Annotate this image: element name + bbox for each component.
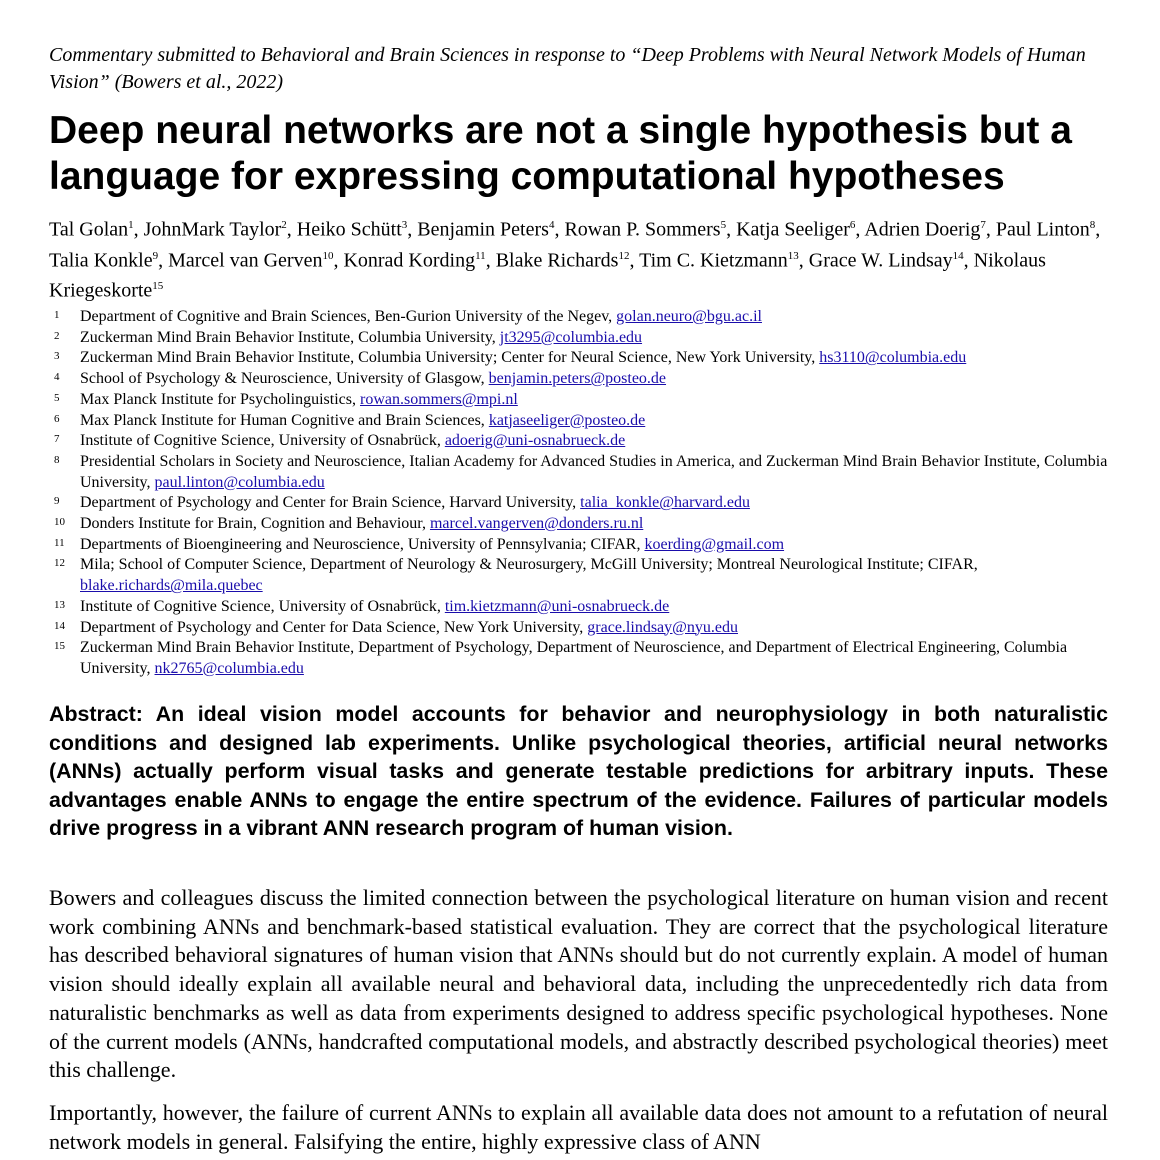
- body-paragraph-2: Importantly, however, the failure of current ANNs to explain all available data does not amount to a refutation of neural network models in general. Falsifying the entire, highly expressive class of ANN: [49, 1100, 1108, 1154]
- affiliation-item: [49, 390, 1119, 411]
- author-separator: ,: [1095, 218, 1101, 241]
- author-affiliation-mark: 7: [980, 219, 986, 231]
- submission-note: Commentary submitted to Behavioral and Brain Sciences in response to “Deep Problems with Neural Network Models of Human Vision” (Bowers et al., 2022): [49, 44, 1086, 93]
- author-affiliation-mark: 5: [720, 219, 727, 231]
- author-name: Paul Linton: [995, 218, 1090, 241]
- author-list: [49, 212, 1119, 304]
- affiliation-number: 13: [54, 598, 65, 611]
- author-separator: ,: [133, 218, 144, 241]
- author-affiliation-mark: 13: [787, 249, 799, 262]
- affiliation-number: 9: [54, 495, 60, 508]
- author-affiliation-mark: 6: [849, 219, 856, 231]
- affiliation-item: [49, 452, 1119, 493]
- affiliation-number: 4: [54, 371, 60, 384]
- author-separator: ,: [407, 218, 418, 241]
- email-link[interactable]: jt3295@columbia.edu: [499, 328, 643, 346]
- affiliation-text: Zuckerman Mind Brain Behavior Institute, Columbia University; Center for Neural Science, New York University,: [80, 349, 820, 367]
- author-name: Heiko Schütt: [296, 218, 402, 241]
- affiliation-text: Mila; School of Computer Science, Department of Neurology & Neurosurgery, McGill University; Montreal Neurological Institute; CIFAR,: [80, 556, 978, 574]
- email-link[interactable]: benjamin.peters@posteo.de: [488, 370, 667, 388]
- paper-title: Deep neural networks are not a single hypothesis but a language for expressing computational hypotheses: [49, 109, 1072, 198]
- affiliation-number: 3: [54, 350, 60, 363]
- affiliation-item: [49, 514, 1119, 535]
- author-affiliation-mark: 10: [322, 249, 334, 262]
- affiliation-item: [49, 411, 1119, 432]
- affiliation-text: Department of Cognitive and Brain Sciences, Ben-Gurion University of the Negev,: [80, 308, 617, 325]
- affiliation-text: Department of Psychology and Center for Data Science, New York University,: [80, 618, 588, 636]
- author-affiliation-mark: 3: [401, 219, 408, 231]
- author-name: Grace W. Lindsay: [808, 249, 953, 272]
- abstract: Abstract: An ideal vision model accounts for behavior and neurophysiology in both naturalistic conditions and designed lab experiments. Unlike psychological theories, artificial neural networks (ANNs) actually perform visual tasks and generate testable predictions for arbitrary inputs. These advantages enable ANNs to engage the entire spectrum of the evidence. Failures of particular models drive progress in a vibrant ANN research program of human vision.: [49, 702, 1108, 841]
- author-separator: ,: [158, 249, 169, 272]
- affiliation-number: 7: [54, 433, 60, 446]
- author-affiliation-mark: 9: [152, 249, 159, 262]
- author-name: Katja Seeliger: [736, 218, 850, 241]
- affiliation-text: Donders Institute for Brain, Cognition and Behaviour,: [80, 515, 430, 533]
- affiliation-text: Max Planck Institute for Human Cognitive and Brain Sciences,: [80, 411, 489, 429]
- email-link[interactable]: rowan.sommers@mpi.nl: [359, 390, 518, 408]
- author-affiliation-mark: 12: [618, 249, 630, 262]
- affiliation-number: 6: [54, 412, 60, 425]
- author-name: Tim C. Kietzmann: [639, 249, 788, 272]
- affiliation-item: [49, 535, 1119, 556]
- affiliation-number: 10: [54, 516, 65, 529]
- email-link[interactable]: marcel.vangerven@donders.ru.nl: [429, 515, 644, 533]
- affiliation-number: 12: [54, 557, 65, 570]
- author-name: Rowan P. Sommers: [564, 218, 721, 241]
- author-name: Marcel van Gerven: [168, 249, 323, 272]
- affiliation-number: 11: [54, 536, 65, 549]
- affiliation-text: Department of Psychology and Center for Brain Science, Harvard University,: [80, 494, 581, 512]
- author-affiliation-mark: 11: [475, 249, 486, 262]
- author-affiliation-mark: 15: [152, 280, 164, 293]
- author-affiliation-mark: 1: [128, 219, 134, 231]
- author-name: JohnMark Taylor: [143, 218, 282, 241]
- author-name: Benjamin Peters: [417, 218, 549, 241]
- email-link[interactable]: grace.lindsay@nyu.edu: [587, 618, 738, 636]
- affiliation-number: 5: [54, 391, 60, 404]
- author-affiliation-mark: 8: [1089, 219, 1096, 231]
- author-affiliation-mark: 14: [952, 249, 964, 262]
- affiliation-text: School of Psychology & Neuroscience, University of Glasgow,: [80, 370, 489, 388]
- email-link[interactable]: koerding@gmail.com: [644, 535, 785, 553]
- affiliation-text: Zuckerman Mind Brain Behavior Institute, Department of Psychology, Department of Neuroscience, and Department of Electrical Engineering, Columbia University,: [80, 639, 1068, 677]
- email-link[interactable]: katjaseeliger@posteo.de: [488, 411, 646, 429]
- affiliation-number: 14: [54, 619, 65, 632]
- affiliation-text: Presidential Scholars in Society and Neuroscience, Italian Academy for Advanced Studies in America, and Zuckerman Mind Brain Behavior Institute, Columbia University,: [80, 452, 1108, 491]
- affiliation-number: 2: [54, 329, 60, 342]
- affiliation-item: [49, 597, 1119, 618]
- author-separator: ,: [726, 218, 737, 241]
- affiliation-number: 15: [54, 640, 65, 653]
- affiliation-item: [49, 431, 1119, 452]
- affiliation-item: [49, 555, 1119, 596]
- affiliation-item: [49, 638, 1119, 679]
- author-separator: ,: [554, 218, 565, 241]
- author-name: Tal Golan: [49, 218, 129, 241]
- affiliation-text: Institute of Cognitive Science, University of Osnabrück,: [80, 432, 445, 450]
- email-link[interactable]: nk2765@columbia.edu: [154, 659, 304, 677]
- author-name: Nikolaus Kriegeskorte: [49, 249, 1046, 302]
- email-link[interactable]: golan.neuro@bgu.ac.il: [616, 308, 762, 325]
- affiliation-text: Zuckerman Mind Brain Behavior Institute, Columbia University,: [80, 328, 500, 346]
- email-link[interactable]: adoerig@uni-osnabrueck.de: [444, 432, 626, 450]
- author-separator: ,: [985, 218, 996, 241]
- affiliation-list: [49, 307, 1119, 680]
- author-affiliation-mark: 2: [281, 219, 287, 231]
- author-separator: ,: [286, 218, 297, 241]
- author-separator: ,: [855, 218, 865, 241]
- affiliation-number: 1: [54, 309, 60, 321]
- affiliation-item: [49, 348, 1119, 369]
- affiliation-number: 8: [54, 453, 60, 466]
- body-paragraph-1: Bowers and colleagues discuss the limited connection between the psychological literature on human vision and recent work combining ANNs and benchmark-based statistical evaluation. They are correct that the psychological literature has described behavioral signatures of human vision that ANNs should but do not currently explain. A model of human vision should ideally explain all available neural and behavioral data, including the unprecedentedly rich data from naturalistic benchmarks as well as data from experiments designed to address specific psychological hypotheses. None of the current models (ANNs, handcrafted computational models, and abstractly described psychological theories) meet this challenge.: [49, 885, 1108, 1083]
- author-name: Konrad Kording: [343, 249, 476, 272]
- affiliation-item: [49, 618, 1119, 639]
- affiliation-text: Institute of Cognitive Science, University of Osnabrück,: [80, 597, 445, 615]
- email-link[interactable]: talia_konkle@harvard.edu: [580, 494, 750, 512]
- email-link[interactable]: hs3110@columbia.edu: [819, 349, 967, 367]
- email-link[interactable]: tim.kietzmann@uni-osnabrueck.de: [444, 597, 670, 615]
- author-separator: ,: [798, 249, 809, 272]
- author-separator: ,: [333, 249, 344, 272]
- author-separator: ,: [963, 249, 974, 272]
- author-separator: ,: [485, 249, 496, 272]
- author-affiliation-mark: 4: [548, 219, 555, 231]
- author-separator: ,: [629, 249, 640, 272]
- author-name: Talia Konkle: [49, 249, 153, 272]
- email-link[interactable]: blake.richards@mila.quebec: [80, 577, 263, 595]
- affiliation-item: [49, 369, 1119, 390]
- email-link[interactable]: paul.linton@columbia.edu: [154, 473, 325, 491]
- author-name: Blake Richards: [495, 249, 619, 272]
- affiliation-item: [49, 493, 1119, 514]
- author-name: Adrien Doerig: [864, 218, 981, 241]
- affiliation-text: Max Planck Institute for Psycholinguistics,: [80, 390, 360, 408]
- affiliation-text: Departments of Bioengineering and Neuroscience, University of Pennsylvania; CIFAR,: [80, 535, 645, 553]
- affiliation-item: [49, 328, 1119, 349]
- affiliation-item: [49, 307, 1119, 328]
